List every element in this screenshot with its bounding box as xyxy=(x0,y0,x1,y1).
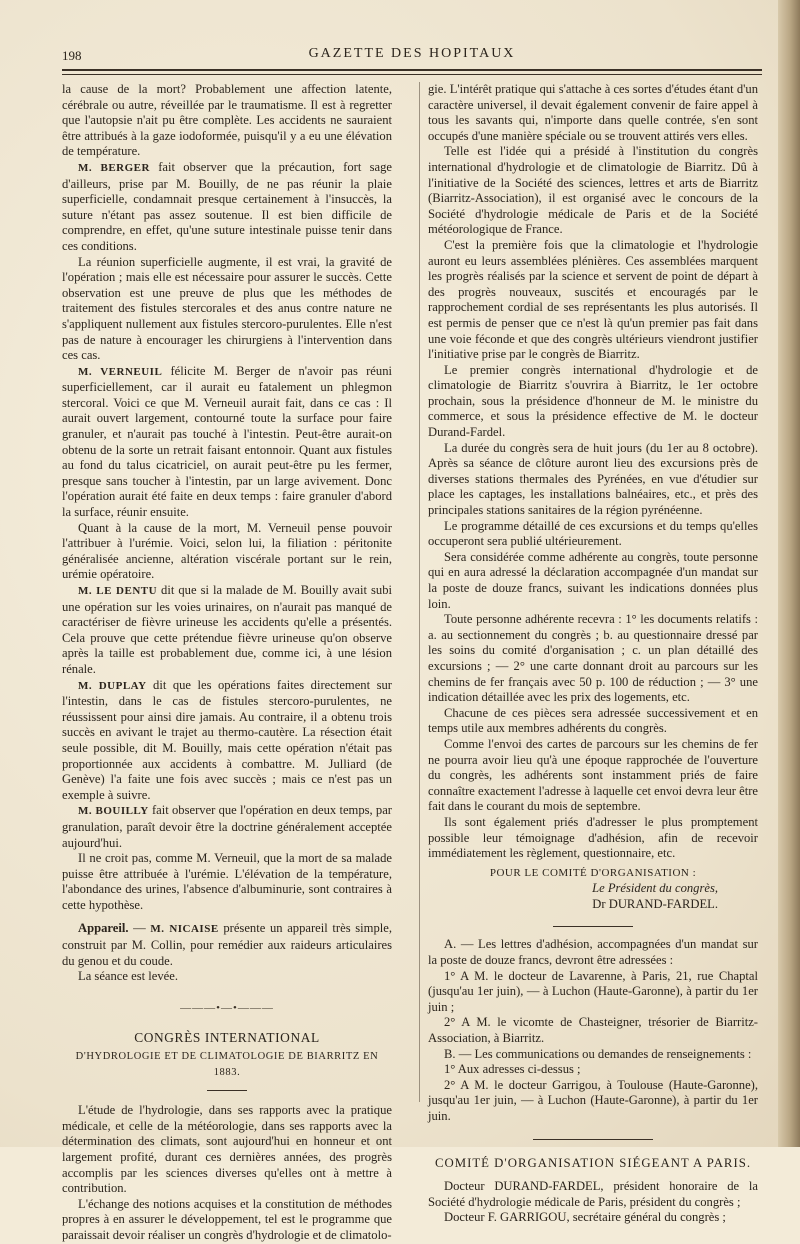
paragraph: Toute personne adhérente recevra : 1° les documents relatifs : a. au sectionnement du congrès ; b. au questionnaire dressé par les soins du comité d'organisation ; c. un plan détaillé des excursions ; — 2° une carte donnant droit au parcours sur les chemins de fer français avec 50 p. 100 de réduction ; — 3° une indication détaillée avec les prix des logements, etc. xyxy=(428,612,758,705)
header-rule-thin xyxy=(62,74,762,75)
page-spine-shadow xyxy=(778,0,800,1147)
paragraph-text: présente un appareil très simple, construit par M. Collin, pour remédier aux raideurs articulaires du genou et du coude. xyxy=(62,921,393,968)
paragraph: 2° A M. le vicomte de Chasteigner, trésorier de Biarritz-Association, à Biarritz. xyxy=(428,1015,758,1046)
paragraph-text: dit que si la malade de M. Bouilly avait subi une opération sur les voies urinaires, on n'aurait pas manqué de caractériser de fièvre urineuse les accidents qu'elle a présentés. Cela prouve que cette prétendue fièvre urineuse qu'on observe après la taille est probablement due, comme ici, à une lésion rénale. xyxy=(62,583,392,676)
paragraph: Docteur F. GARRIGOU, secrétaire général du congrès ; xyxy=(444,1210,726,1225)
signature-heading: POUR LE COMITÉ D'ORGANISATION : xyxy=(489,866,697,879)
committee-title: COMITÉ D'ORGANISATION SIÉGEANT A PARIS. xyxy=(434,1155,752,1170)
paragraph: Comme l'envoi des cartes de parcours sur les chemins de fer ne pourra avoir lieu qu'à une époque rapprochée de l'ouverture du congrès, les adhérents sont instamment priés de faire connaître exactement l'adresse à laquelle cet envoi devra leur être fait dans le courant du mois de septembre. xyxy=(428,736,758,814)
section-subtitle: D'HYDROLOGIE ET DE CLIMATOLOGIE DE BIARRITZ EN 1883. xyxy=(75,1051,379,1078)
speaker-name: M. BERGER xyxy=(78,161,150,174)
paragraph: 2° A M. le docteur Garrigou, à Toulouse (Haute-Garonne), jusqu'au 1er juin, — à Luchon (Haute-Garonne), à partir du 1er juin. xyxy=(428,1077,758,1123)
right-column xyxy=(428,82,758,1226)
separator-rule xyxy=(533,1139,653,1140)
speaker-name: M. VERNEUIL xyxy=(78,365,163,378)
signature-name: Dr DURAND-FARDEL. xyxy=(592,896,718,911)
section-title: CONGRÈS INTERNATIONAL xyxy=(134,1030,320,1046)
paragraph: L'échange des notions acquises et la constitution de méthodes propres à en assurer le développement, tel est le programme que paraissait devoir réaliser un congrès d'hydrologie et de climatolo- xyxy=(62,1196,392,1242)
paragraph xyxy=(62,803,392,851)
paragraph-text: fait observer que l'opération en deux temps, par granulation, paraît devoir être la doctrine généralement acceptée aujourd'hui. xyxy=(62,803,392,850)
section-label: Appareil. xyxy=(78,921,129,936)
paragraph: Ils sont également priés d'adresser le plus promptement possible leur témoignage d'adhésion, afin de recevoir immédiatement les règlement, questionnaire, etc. xyxy=(428,814,758,861)
paragraph: Telle est l'idée qui a présidé à l'institution du congrès international d'hydrologie et de climatologie de Biarritz. Dû à l'initiative de la Société des sciences, lettres et arts de Biarritz (Biarritz-Association), il est organisé avec le concours de la Société d'hydrologie médicale de Paris et de la Société météorologique de France. xyxy=(428,144,758,237)
paragraph: La durée du congrès sera de huit jours (du 1er au 8 octobre). Après sa séance de clôture auront lieu des excursions près de diverses stations thermales des Pyrénées, en vue d'étudier sur place les captages, les installations balnéaires, etc., et près des principales stations sanitaires de la région pyrénéenne. xyxy=(428,440,758,518)
paragraph: gie. L'intérêt pratique qui s'attache à ces sortes d'études étant d'un caractère universel, il devait également convenir de faire appel à tous les savants qui, n'importe dans quelle contrée, s'en sont occupés d'une manière spéciale ou se trouvent attirés vers elles. xyxy=(428,82,758,143)
speaker-name: M. BOUILLY xyxy=(78,805,149,818)
header-rule-thick xyxy=(62,69,762,71)
paragraph: B. — Les communications ou demandes de renseignements : xyxy=(444,1046,752,1061)
paragraph: Appareil. — M. NICAISE présente un appareil très simple, construit par M. Collin, pour remédier aux raideurs articulaires du genou et du coude. xyxy=(62,921,393,968)
paragraph-text: dit que les opérations faites directement sur l'intestin, dans le cas de fistules stercoro-purulentes, ne réussissent pour ainsi dire jamais. Au contraire, il a obtenu trois succès en avivant le trajet au thermo-cautère. La résection était seule possible, dit M. Bouilly, mais cette opération n'était pas proportionnée aux accidents à combattre. M. Julliard (de Genève) l'a faite une fois avec succès ; mais ce n'est pas un exemple à suivre. xyxy=(62,677,392,802)
column-divider xyxy=(419,82,420,1102)
journal-title: GAZETTE DES HOPITAUX xyxy=(308,46,516,61)
short-rule xyxy=(207,1090,247,1091)
paragraph: 1° A M. le docteur de Lavarenne, à Paris, 21, rue Chaptal (jusqu'au 1er juin), — à Luchon (Haute-Garonne), à partir du 1er juin ; xyxy=(428,968,758,1014)
paragraph: Chacune de ces pièces sera adressée successivement et en temps utile aux membres adhérents du congrès. xyxy=(428,705,758,736)
paragraph: Il ne croit pas, comme M. Verneuil, que la mort de sa malade puisse être attribuée à l'urémie. L'élévation de la température, l'abondance des urines, l'absence d'albuminurie, sont contraires à cette hypothèse. xyxy=(62,851,392,912)
speaker-name: M. DUPLAY xyxy=(78,679,147,692)
page-header xyxy=(62,44,762,66)
paragraph: 1° Aux adresses ci-dessus ; xyxy=(444,1062,581,1077)
paragraph: Docteur DURAND-FARDEL, président honoraire de la Société d'hydrologie médicale de Paris, président du congrès ; xyxy=(428,1179,758,1209)
paragraph xyxy=(62,364,392,521)
paragraph: Le programme détaillé de ces excursions et du temps qu'elles occuperont sera publié ultérieurement. xyxy=(428,518,758,549)
speaker-name: M. NICAISE xyxy=(150,923,219,936)
ornament-divider: ———•—•——— xyxy=(180,1001,274,1014)
paragraph: la cause de la mort? Probablement une affection latente, cérébrale ou autre, réveillée par le traumatisme. Il est à regretter que l'autopsie n'ait pu être complète. Les accidents ne sauraient être attribués à la gaze iodoformée, puisqu'il y a eu une élévation de température. xyxy=(62,82,392,159)
paragraph: A. — Les lettres d'adhésion, accompagnées d'un mandat sur la poste de douze francs, devront être adressées : xyxy=(428,937,758,968)
paragraph: La réunion superficielle augmente, il est vrai, la gravité de l'opération ; mais elle est nécessaire pour assurer le succès. Cette observation est une preuve de plus que les méthodes de traitement des fistules stercorales et des anus contre nature ne s'appliquent nullement aux fistules stercoro-purulentes. Elle n'est pas de nature à encourager les chirurgiens à l'intervention dans ces cas. xyxy=(62,254,392,363)
paragraph-text: fait observer que la précaution, fort sage d'ailleurs, prise par M. Bouilly, de ne pas réunir la plaie superficielle, condamnait presque certainement à l'insuccès, la suture n'étant pas assez soutenue. Il est bien difficile de comprendre, en effet, qu'une suture intestinale puisse tenir dans ces conditions. xyxy=(62,159,393,253)
short-rule xyxy=(553,926,633,927)
paragraph: Quant à la cause de la mort, M. Verneuil pense pouvoir l'attribuer à l'urémie. Voici, selon lui, la filiation : péritonite généralisée ancienne, altération viscérale portant sur le rein, urémie opératoire. xyxy=(62,520,392,582)
speaker-name: M. LE DENTU xyxy=(78,585,158,597)
signature-role: Le Président du congrès, xyxy=(592,881,718,896)
paragraph: Le premier congrès international d'hydrologie et de climatologie de Biarritz s'ouvrira à Biarritz, le 1er octobre prochain, sous la présidence d'honneur de M. le ministre du commerce, et sous la présidence effective de M. le docteur Durand-Fardel. xyxy=(428,362,758,440)
paragraph: La séance est levée. xyxy=(78,969,178,984)
paragraph: C'est la première fois que la climatologie et l'hydrologie auront eu leurs assemblées plénières. Ces assemblées marquent les progrès réalisés par la science et servent de point de départ à des progrès nouveaux, suscités et encouragés par le rapprochement cordial de ses représentants les plus autorisés. Il est permis de penser que ce n'est là qu'un premier pas fait dans une voie féconde et que des congrès ultérieurs viendront justifier l'initiative prise par le congrès de Biarritz. xyxy=(428,237,758,362)
left-column xyxy=(62,82,392,1244)
paragraph: Sera considérée comme adhérente au congrès, toute personne qui en aura adressé la déclaration accompagnée d'un mandat sur la poste de douze francs, suivant les indications données plus loin. xyxy=(428,549,758,611)
paragraph xyxy=(62,678,392,804)
paragraph xyxy=(62,583,392,678)
paragraph: L'étude de l'hydrologie, dans ses rapports avec la pratique médicale, et celle de la météorologie, dans ses rapports avec la détermination des climats, sont aujourd'hui en honneur et ont largement profité, durant ces dernières années, des progrès accomplis par les sciences diverses qu'elles ont à mettre à contribution. xyxy=(62,1103,392,1196)
paragraph-text: félicite M. Berger de n'avoir pas réuni superficiellement, car il aurait eu fatalement un phlegmon stercoral. Voici ce que M. Verneuil aurait fait, dans ce cas : Il aurait ouvert largement, contourné toute la surface pour faire granuler, et n'aurait pas touché à l'intestin. Peut-être aurait-on obtenu de la sorte un retrait faisant entonnoir. Quant aux fistules au fond du talus cicatriciel, on aurait peut-être pu les fermer, presque sans toucher à l'intestin, par un large avivement. Donc l'opération aurait été faite en deux temps : faire granuler d'abord la surface, réunir ensuite. xyxy=(62,363,392,520)
page-number: 198 xyxy=(62,48,82,63)
paragraph xyxy=(62,160,392,255)
